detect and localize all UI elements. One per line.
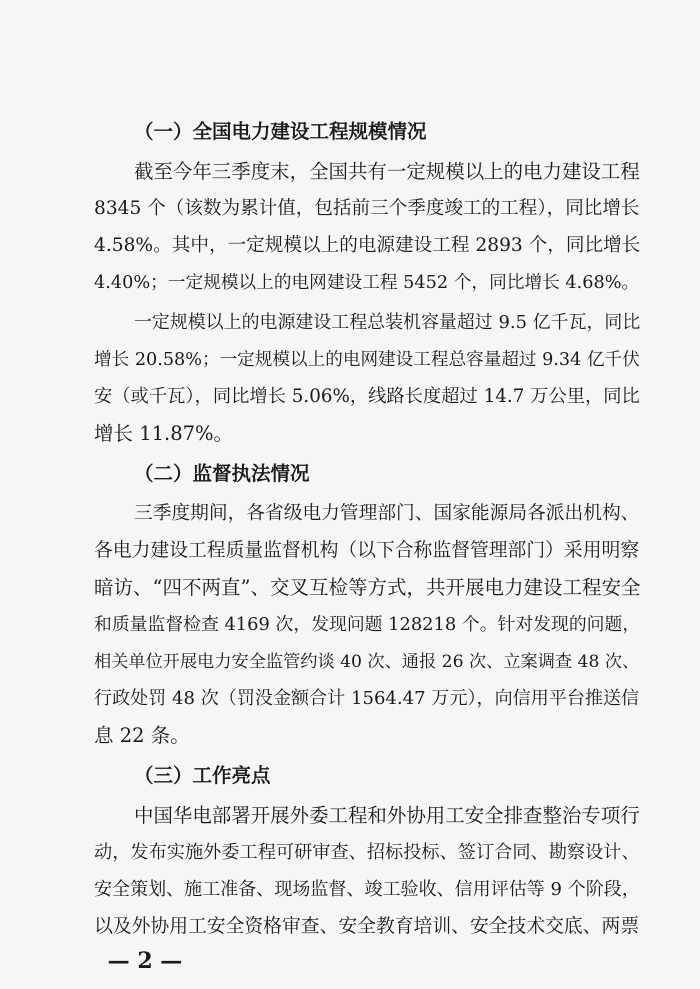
paragraph-line: 三季度期间，各省级电力管理部门、国家能源局各派出机构、 bbox=[134, 503, 640, 524]
paragraph-line: 安（或千瓦），同比增长 5.06%，线路长度超过 14.7 万公里，同比 bbox=[94, 386, 640, 407]
paragraph-line: 一定规模以上的电源建设工程总装机容量超过 9.5 亿千瓦，同比 bbox=[134, 312, 641, 333]
paragraph-line: 息 22 条。 bbox=[94, 724, 190, 747]
paragraph-line: 行政处罚 48 次（罚没金额合计 1564.47 万元），向信用平台推送信 bbox=[94, 688, 640, 709]
paragraph-line: 增长 11.87%。 bbox=[94, 422, 234, 445]
paragraph-line: 以及外协用工安全资格审查、安全教育培训、安全技术交底、两票 bbox=[94, 916, 640, 937]
paragraph-line: 各电力建设工程质量监督机构（以下合称监督管理部门）采用明察 bbox=[94, 540, 640, 561]
paragraph-line: 动，发布实施外委工程可研审查、招标投标、签订合同、勘察设计、 bbox=[94, 842, 640, 863]
paragraph-line: 相关单位开展电力安全监管约谈 40 次、通报 26 次、立案调查 48 次、 bbox=[94, 652, 640, 672]
paragraph-line: 4.40%；一定规模以上的电网建设工程 5452 个，同比增长 4.68%。 bbox=[94, 273, 640, 293]
paragraph-line: 8345 个（该数为累计值，包括前三个季度竣工的工程），同比增长 bbox=[94, 198, 640, 219]
page-number: — 2 — bbox=[107, 948, 183, 974]
section1-heading: （一）全国电力建设工程规模情况 bbox=[134, 120, 427, 143]
paragraph-line: 暗访、“四不两直”、交叉互检等方式，共开展电力建设工程安全 bbox=[94, 576, 641, 599]
paragraph-line: 和质量监督检查 4169 次，发现问题 128218 个。针对发现的问题， bbox=[94, 614, 641, 635]
section2-heading: （二）监督执法情况 bbox=[134, 462, 310, 485]
section3-heading: （三）工作亮点 bbox=[134, 764, 271, 787]
paragraph-line: 安全策划、施工准备、现场监督、竣工验收、信用评估等 9 个阶段， bbox=[94, 879, 640, 900]
paragraph-line: 4.58%。其中，一定规模以上的电源建设工程 2893 个，同比增长 bbox=[94, 235, 641, 256]
paragraph-line: 增长 20.58%；一定规模以上的电网建设工程总容量超过 9.34 亿千伏 bbox=[94, 350, 640, 370]
paragraph-line: 中国华电部署开展外委工程和外协用工安全排查整治专项行 bbox=[134, 804, 640, 827]
paragraph-line: 截至今年三季度末，全国共有一定规模以上的电力建设工程 bbox=[134, 160, 640, 183]
